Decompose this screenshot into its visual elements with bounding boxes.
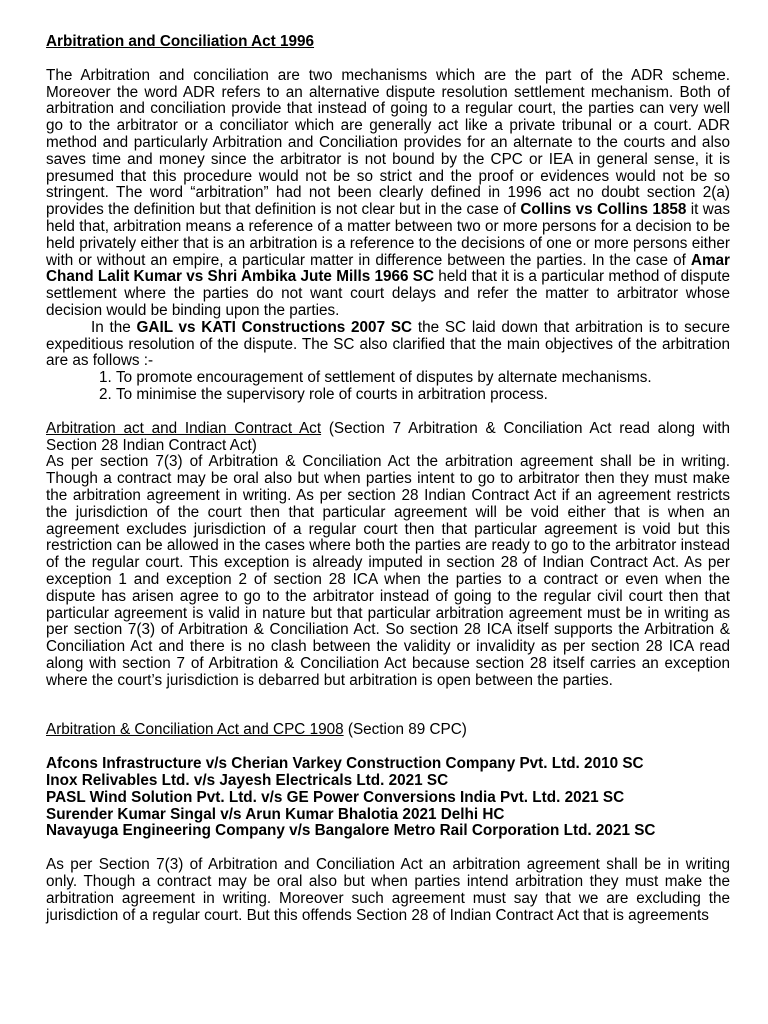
case-amar-chand: Amar Chand Lalit Kumar vs Shri Ambika Jute Mills 1966 SC	[46, 251, 730, 286]
gail-text-b: the SC laid down that arbitration is to secure expeditious resolution of the dispute. The SC also clarified that the main objectives of the arbitration are as follows :-	[46, 318, 730, 370]
list-item: 1. To promote encouragement of settlement of disputes by alternate mechanisms.	[116, 370, 730, 387]
intro-text-b: it was held that, arbitration means a reference of a matter between two or more persons for a decision to be held privately either that is an arbitration is a reference to the decisions of one or more persons either with or without an empire, a particular matter in difference between the parties. In the case of	[46, 201, 730, 269]
section3-heading-note: (Section 89 CPC)	[343, 721, 467, 739]
objectives-list	[46, 370, 730, 404]
case-citation: Inox Relivables Ltd. v/s Jayesh Electricals Ltd. 2021 SC	[46, 772, 449, 790]
section2-heading-line	[46, 421, 730, 455]
intro-text-c: held that it is a particular method of dispute settlement where the parties do not want court delays and refer the matter to arbitrator whose decision would be binding upon the parties.	[46, 268, 730, 319]
section3-heading: Arbitration & Conciliation Act and CPC 1908	[46, 721, 344, 739]
intro-paragraph	[46, 68, 730, 320]
case-citation: PASL Wind Solution Pvt. Ltd. v/s GE Power Conversions India Pvt. Ltd. 2021 SC	[46, 788, 625, 806]
case-citation: Surender Kumar Singal v/s Arun Kumar Bhalotia 2021 Delhi HC	[46, 805, 505, 823]
section2-heading-note: (Section 7 Arbitration & Conciliation Act read along with Section 28 Indian Contract Act)	[46, 419, 730, 454]
case-citation: Afcons Infrastructure v/s Cherian Varkey Construction Company Pvt. Ltd. 2010 SC	[46, 755, 644, 773]
case-collins: Collins vs Collins 1858	[520, 201, 687, 219]
document-page	[46, 34, 730, 924]
case-list	[46, 756, 730, 840]
section2-body: As per section 7(3) of Arbitration & Conciliation Act the arbitration agreement shall be in writing. Though a contract may be oral also but when parties intent to go to arbitrator then they must make the arbitration agreement in writing. As per section 28 Indian Contract Act if an agreement restricts the jurisdiction of the court then that particular agreement will be void either that is when an agreement excludes jurisdiction of a regular court then that particular agreement is void but this restriction can be allowed in the cases where both the parties are ready to go to the arbitrator instead of the regular court. This exception is already imputed in section 28 of Indian Contract Act. As per exception 1 and exception 2 of section 28 ICA when the parties to a contract or even when the dispute has arisen agree to go to the arbitrator instead of going to the regular civil court then that particular agreement is valid in nature but that particular arbitration agreement must be in writing as per section 7(3) of Arbitration & Conciliation Act. So section 28 ICA itself supports the Arbitration & Conciliation Act and there is no clash between the validity or invalidity as per section 28 ICA read along with section 7 of Arbitration & Conciliation Act because section 28 itself carries an exception where the court’s jurisdiction is debarred but arbitration is open between the parties.	[46, 453, 730, 689]
document-title: Arbitration and Conciliation Act 1996	[46, 33, 315, 50]
section2-heading: Arbitration act and Indian Contract Act	[46, 419, 322, 437]
section3-body: As per Section 7(3) of Arbitration and Conciliation Act an arbitration agreement shall be in writing only. Though a contract may be oral also but when parties intend arbitration they must make the arbitration agreement in writing. Moreover such agreement must say that we are excluding the jurisdiction of a regular court. But this offends Section 28 of Indian Contract Act that is agreements	[46, 856, 730, 924]
intro-text-a: The Arbitration and conciliation are two mechanisms which are the part of the ADR scheme. Moreover the word ADR refers to an alternative dispute resolution settlement mechanism. Both of arbitration and conciliation provide that instead of going to a regular court, the parties can very well go to the arbitrator or a conciliator which are generally act like a private tribunal or a court. ADR method and particularly Arbitration and Conciliation provides for an alternate to the courts and also saves time and money since the arbitrator is not bound by the CPC or IEA in general sense, it is presumed that this procedure would not be so strict and the proof or evidences would not be so stringent. The word “arbitration” had not been clearly defined in 1996 act no doubt section 2(a) provides the definition but that definition is not clear but in the case of	[46, 66, 730, 219]
gail-paragraph	[46, 320, 730, 370]
list-item: 2. To minimise the supervisory role of courts in arbitration process.	[116, 387, 730, 404]
section3-heading-line	[46, 722, 730, 739]
case-gail: GAIL vs KATI Constructions 2007 SC	[136, 318, 413, 336]
gail-text-a: In the	[91, 318, 137, 336]
case-citation: Navayuga Engineering Company v/s Bangalore Metro Rail Corporation Ltd. 2021 SC	[46, 822, 656, 840]
